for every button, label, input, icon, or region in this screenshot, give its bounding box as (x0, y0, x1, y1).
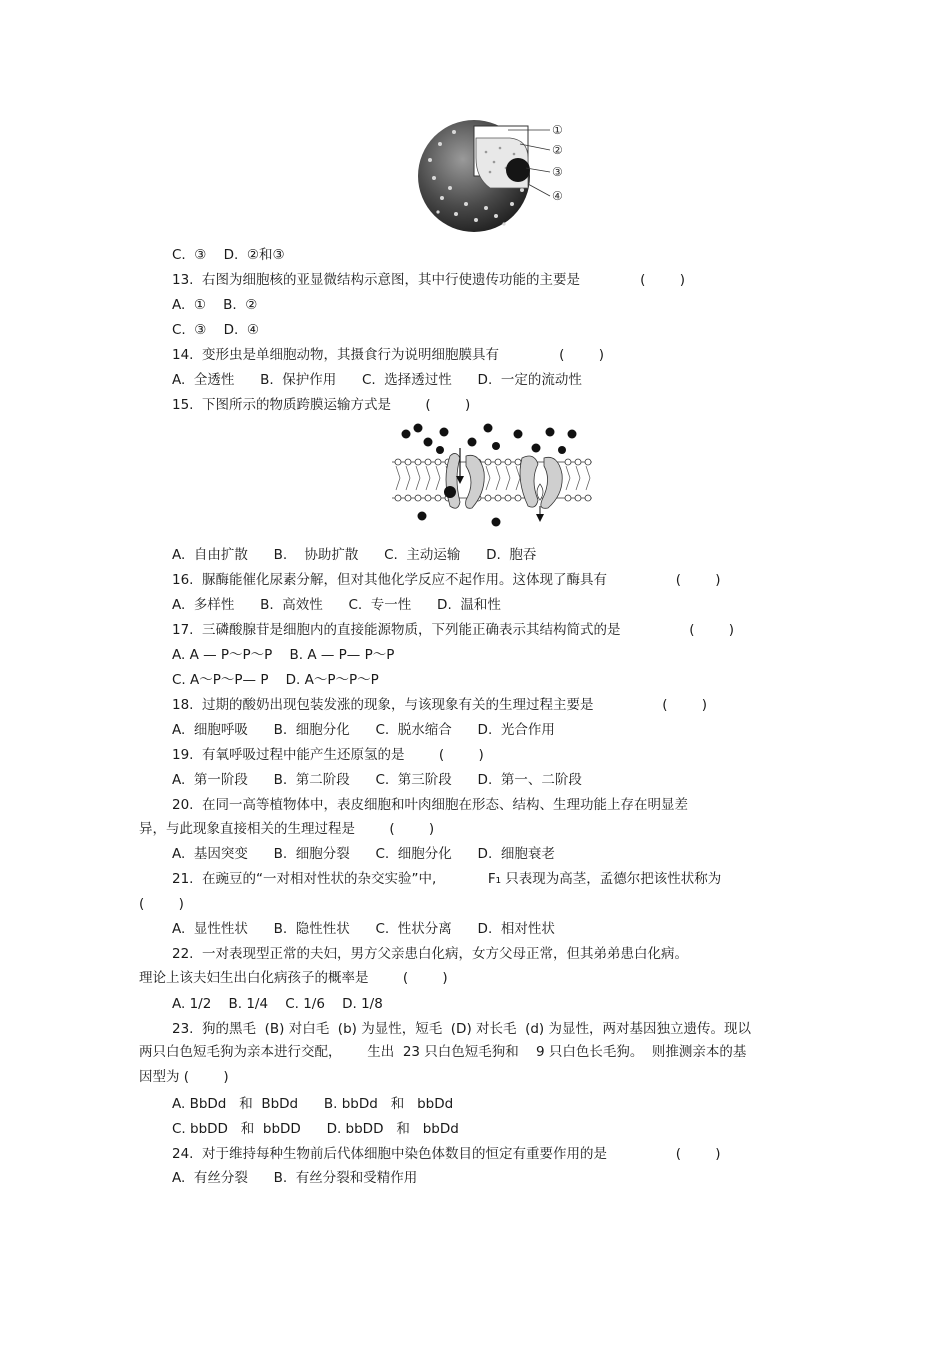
q23-stem-line3: 因型为 ( ) (139, 1069, 229, 1085)
q15-stem: 15. 下图所示的物质跨膜运输方式是 ( ) (172, 397, 471, 413)
q13-options-cd: C. ③ D. ④ (172, 322, 259, 338)
membrane-transport-diagram (388, 422, 596, 534)
q18-stem: 18. 过期的酸奶出现包装发涨的现象，与该现象有关的生理过程主要是 ( ) (172, 697, 708, 713)
nucleus-diagram (410, 118, 580, 236)
q21-stem-line2: ( ) (139, 896, 184, 912)
q19-options: A. 第一阶段 B. 第二阶段 C. 第三阶段 D. 第一、二阶段 (172, 772, 582, 788)
q14-options: A. 全透性 B. 保护作用 C. 选择透过性 D. 一定的流动性 (172, 372, 582, 388)
q22-stem-line2: 理论上该夫妇生出白化病孩子的概率是 ( ) (139, 970, 448, 986)
q16-options: A. 多样性 B. 高效性 C. 专一性 D. 温和性 (172, 597, 501, 613)
q21-options: A. 显性性状 B. 隐性性状 C. 性状分离 D. 相对性状 (172, 921, 555, 937)
label-3: ③ (552, 165, 563, 179)
label-4: ④ (552, 189, 563, 203)
q20-stem-line1: 20. 在同一高等植物体中，表皮细胞和叶肉细胞在形态、结构、生理功能上存在明显差 (172, 797, 689, 813)
q23-options-ab: A. BbDd 和 BbDd B. bbDd 和 bbDd (172, 1096, 454, 1112)
q14-stem: 14. 变形虫是单细胞动物，其摄食行为说明细胞膜具有 ( ) (172, 347, 604, 363)
q13-options-ab: A. ① B. ② (172, 297, 258, 313)
q21-stem-line1: 21. 在豌豆的“一对相对性状的杂交实验”中, F₁ 只表现为高茎，孟德尔把该性状称为 (172, 871, 722, 887)
q23-stem-line2: 两只白色短毛狗为亲本进行交配， 生出 23 只白色短毛狗和 9 只白色长毛狗。 则推测亲本的基 (139, 1044, 747, 1060)
q24-options: A. 有丝分裂 B. 有丝分裂和受精作用 (172, 1170, 418, 1186)
q16-stem: 16. 脲酶能催化尿素分解，但对其他化学反应不起作用。这体现了酶具有 ( ) (172, 572, 721, 588)
q18-options: A. 细胞呼吸 B. 细胞分化 C. 脱水缩合 D. 光合作用 (172, 722, 555, 738)
q17-options-ab: A. A — P～P～P B. A — P— P～P (172, 647, 395, 663)
q24-stem: 24. 对于维持每种生物前后代体细胞中染色体数目的恒定有重要作用的是 ( ) (172, 1146, 721, 1162)
q15-options: A. 自由扩散 B. 协助扩散 C. 主动运输 D. 胞吞 (172, 547, 537, 563)
q22-options: A. 1/2 B. 1/4 C. 1/6 D. 1/8 (172, 996, 383, 1012)
label-2: ② (552, 143, 563, 157)
q12-options-cd: C. ③ D. ②和③ (172, 247, 285, 263)
q23-options-cd: C. bbDD 和 bbDD D. bbDD 和 bbDd (172, 1121, 459, 1137)
q20-options: A. 基因突变 B. 细胞分裂 C. 细胞分化 D. 细胞衰老 (172, 846, 555, 862)
q22-stem-line1: 22. 一对表现型正常的夫妇，男方父亲患白化病，女方父母正常，但其弟弟患白化病。 (172, 946, 689, 962)
label-1: ① (552, 123, 563, 137)
q17-stem: 17. 三磷酸腺苷是细胞内的直接能源物质，下列能正确表示其结构简式的是 ( ) (172, 622, 735, 638)
q23-stem-line1: 23. 狗的黑毛 (B) 对白毛 (b) 为显性，短毛 (D) 对长毛 (d) 为显性，两对基因独立遗传。现以 (172, 1021, 751, 1037)
q13-stem: 13. 右图为细胞核的亚显微结构示意图，其中行使遗传功能的主要是 ( ) (172, 272, 685, 288)
q20-stem-line2: 异，与此现象直接相关的生理过程是 ( ) (139, 821, 435, 837)
q17-options-cd: C. A～P～P— P D. A～P～P～P (172, 672, 379, 688)
q19-stem: 19. 有氧呼吸过程中能产生还原氢的是 ( ) (172, 747, 484, 763)
